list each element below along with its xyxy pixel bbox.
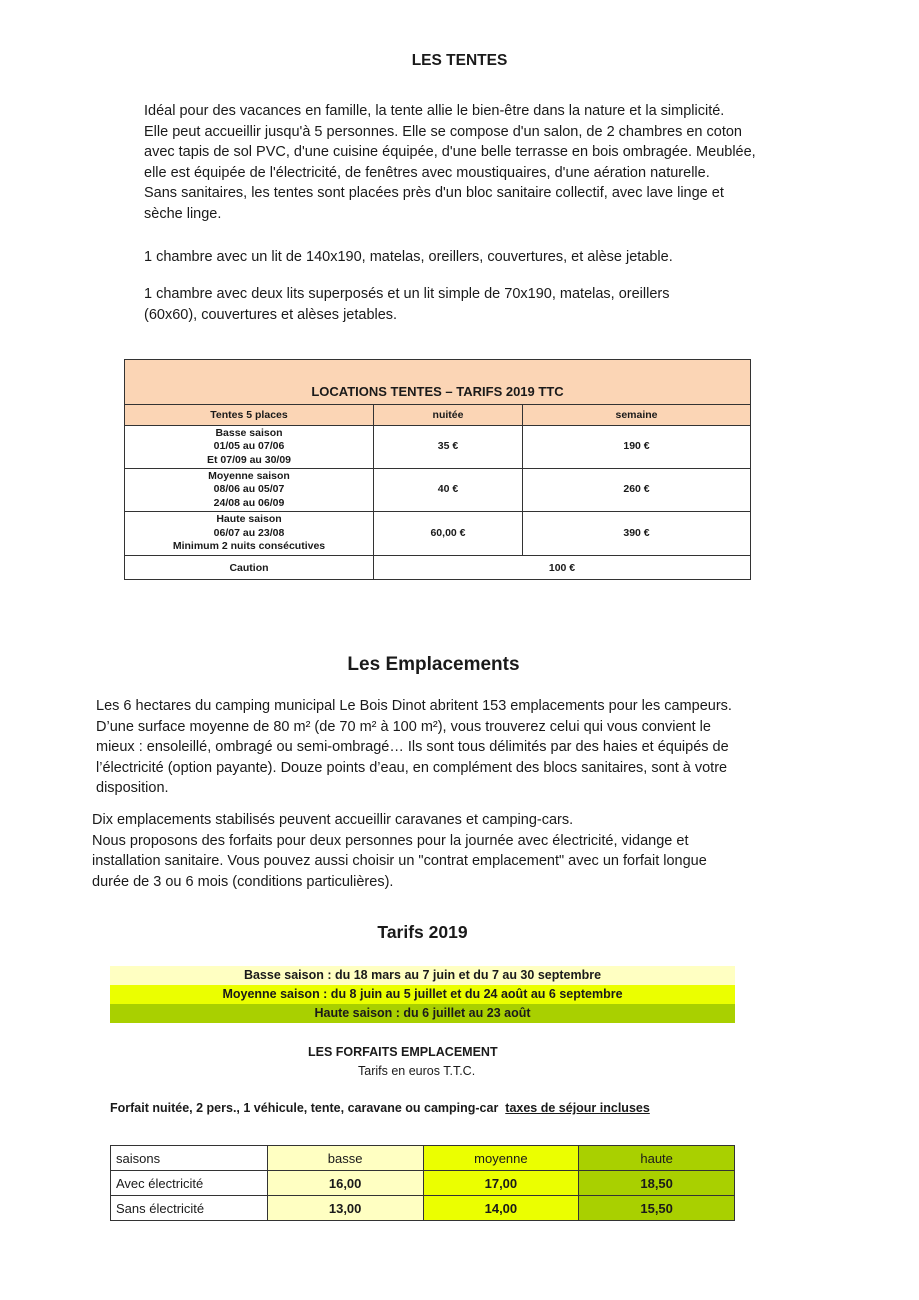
table-row: [125, 556, 751, 580]
caution-value: 100 €: [374, 556, 751, 580]
price-moyenne: 17,00: [423, 1171, 579, 1196]
season-dates: Et 07/09 au 30/09: [206, 453, 292, 466]
para-line: durée de 3 ou 6 mois (conditions particulières).: [92, 873, 394, 890]
forfait-description: [110, 1101, 650, 1115]
emplacements-title: Les Emplacements: [347, 654, 520, 675]
price-basse: 13,00: [267, 1196, 423, 1221]
season-name: Haute saison: [216, 513, 282, 526]
row-label: Sans électricité: [111, 1196, 268, 1221]
band-basse-saison: Basse saison : du 18 mars au 7 juin et du 7 au 30 septembre: [110, 966, 735, 985]
forfait-taxes: taxes de séjour incluses: [505, 1101, 650, 1115]
para-line: mieux : ensoleillé, ombragé ou semi-ombragé… Ils sont tous délimités par des haies et équipés de: [96, 739, 729, 755]
season-dates: 08/06 au 05/07: [213, 483, 285, 496]
header-tentes: Tentes 5 places: [125, 405, 374, 426]
room2-text: [144, 284, 824, 325]
table-row: [125, 469, 751, 512]
intro-line: avec tapis de sol PVC, d'une cuisine équipée, d'une belle terrasse en bois ombragée. Meublée,: [144, 144, 756, 160]
nuitee-price: 60,00 €: [374, 512, 523, 556]
semaine-price: 190 €: [523, 426, 751, 469]
header-nuitee: nuitée: [374, 405, 523, 426]
intro-line: elle est équipée de l'électricité, de fenêtres avec moustiquaires, d'une aération naturelle.: [144, 164, 710, 181]
header-basse: basse: [267, 1146, 423, 1171]
tentes-table-caption: LOCATIONS TENTES – TARIFS 2019 TTC: [125, 360, 751, 405]
intro-line: Idéal pour des vacances en famille, la tente allie le bien-être dans la nature et la simplicité.: [144, 103, 725, 119]
band-moyenne-saison: Moyenne saison : du 8 juin au 5 juillet et du 24 août au 6 septembre: [110, 985, 735, 1004]
row-label: Avec électricité: [111, 1171, 268, 1196]
forfait-line: Forfait nuitée, 2 pers., 1 véhicule, tente, caravane ou camping-car: [110, 1101, 499, 1115]
tentes-intro: [144, 101, 824, 224]
season-note: Minimum 2 nuits consécutives: [172, 540, 326, 553]
semaine-price: 390 €: [523, 512, 751, 556]
para-line: Nous proposons des forfaits pour deux personnes pour la journée avec électricité, vidange et: [92, 832, 689, 849]
intro-line: Elle peut accueillir jusqu'à 5 personnes. Elle se compose d'un salon, de 2 chambres en coton: [144, 123, 742, 140]
table-header-row: [111, 1146, 735, 1171]
season-cell: [125, 469, 374, 512]
header-haute: haute: [579, 1146, 735, 1171]
header-saisons: saisons: [111, 1146, 268, 1171]
header-semaine: semaine: [523, 405, 751, 426]
semaine-price: 260 €: [523, 469, 751, 512]
para-line: Les 6 hectares du camping municipal Le Bois Dinot abritent 153 emplacements pour les campeurs.: [96, 698, 732, 714]
forfait-price-table: [110, 1145, 735, 1221]
intro-line: Sans sanitaires, les tentes sont placées près d'un bloc sanitaire collectif, avec lave linge et: [144, 185, 724, 201]
nuitee-price: 40 €: [374, 469, 523, 512]
price-basse: 16,00: [267, 1171, 423, 1196]
para-line: installation sanitaire. Vous pouvez aussi choisir un "contrat emplacement" avec un forfait longue: [92, 853, 707, 869]
table-row: [125, 426, 751, 469]
season-dates: 01/05 au 07/06: [213, 440, 285, 453]
season-dates: 24/08 au 06/09: [213, 496, 285, 509]
season-cell: [125, 512, 374, 556]
emplacements-para2: [92, 810, 832, 892]
season-cell: [125, 426, 374, 469]
forfaits-title: LES FORFAITS EMPLACEMENT: [308, 1045, 498, 1059]
nuitee-price: 35 €: [374, 426, 523, 469]
para-line: l’électricité (option payante). Douze points d’eau, en complément des blocs sanitaires, sont à votre: [96, 759, 728, 776]
table-row: [125, 512, 751, 556]
room1-text: 1 chambre avec un lit de 140x190, matelas, oreillers, couvertures, et alèse jetable.: [144, 249, 673, 265]
forfaits-subtitle: Tarifs en euros T.T.C.: [358, 1064, 476, 1078]
price-moyenne: 14,00: [423, 1196, 579, 1221]
emplacements-para1: [96, 696, 836, 799]
tentes-price-table: [124, 359, 751, 580]
room2-line: (60x60), couvertures et alèses jetables.: [144, 306, 398, 323]
intro-line: sèche linge.: [144, 205, 222, 222]
season-dates: 06/07 au 23/08: [213, 526, 285, 539]
para-line: Dix emplacements stabilisés peuvent accueillir caravanes et camping-cars.: [92, 812, 574, 828]
caution-label: Caution: [125, 556, 374, 580]
room2-line: 1 chambre avec deux lits superposés et un lit simple de 70x190, matelas, oreillers: [144, 286, 670, 302]
price-haute: 15,50: [579, 1196, 735, 1221]
table-row: [111, 1171, 735, 1196]
header-moyenne: moyenne: [423, 1146, 579, 1171]
tentes-title: LES TENTES: [411, 52, 508, 69]
tarifs-title: Tarifs 2019: [377, 922, 468, 942]
price-haute: 18,50: [579, 1171, 735, 1196]
table-row: [111, 1196, 735, 1221]
season-name: Moyenne saison: [208, 469, 290, 482]
season-name: Basse saison: [215, 426, 283, 439]
band-haute-saison: Haute saison : du 6 juillet au 23 août: [110, 1004, 735, 1023]
para-line: disposition.: [96, 780, 169, 796]
para-line: D’une surface moyenne de 80 m² (de 70 m² à 100 m²), vous trouverez celui qui vous convient le: [96, 718, 711, 735]
